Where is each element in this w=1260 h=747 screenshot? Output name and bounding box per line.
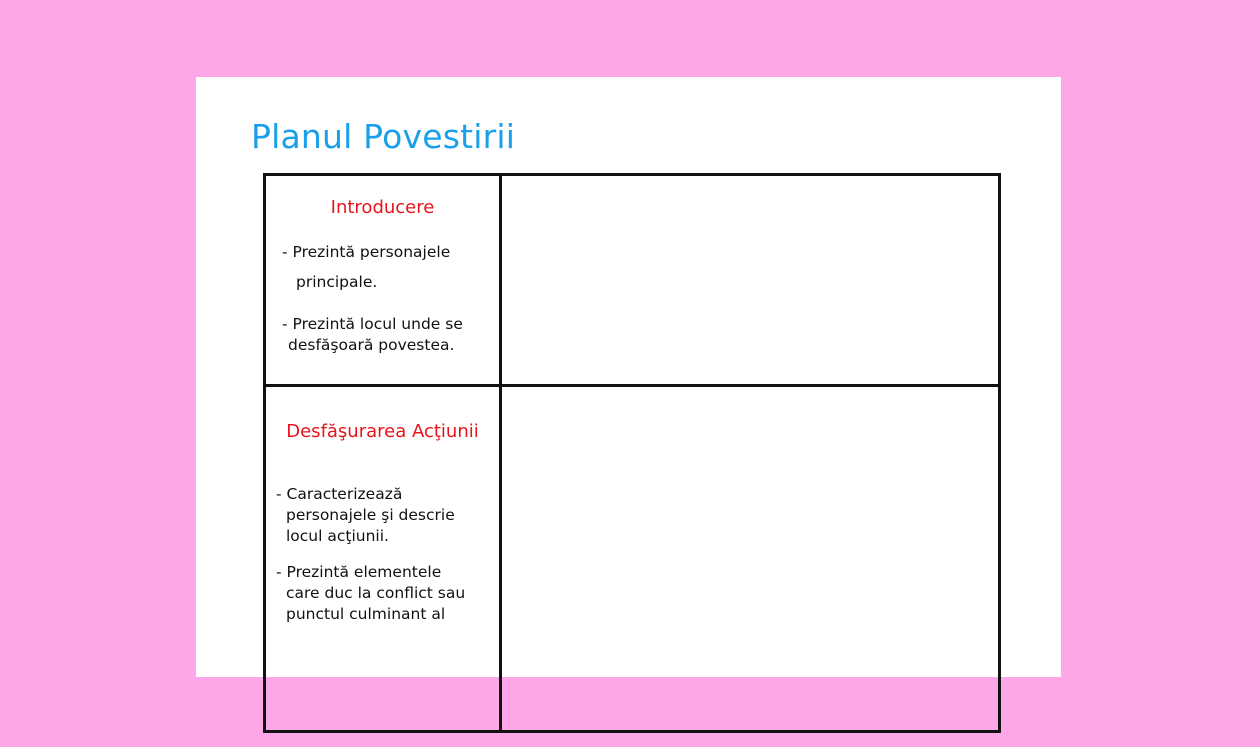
- bullet-text: principale.: [296, 273, 378, 291]
- bullet-text: desfăşoară povestea.: [288, 336, 455, 354]
- introduction-label-cell: [266, 176, 499, 384]
- rising-action-label-cell: [266, 387, 499, 747]
- bullet-text: personajele şi descrie: [286, 506, 455, 524]
- bullet-text: - Prezintă elementele: [276, 563, 442, 581]
- bullet-text: locul acţiunii.: [286, 527, 389, 545]
- bullet-text: care duc la conflict sau: [286, 584, 466, 602]
- bullet-text: - Caracterizează: [276, 485, 403, 503]
- bullet-text: - Prezintă locul unde se: [282, 315, 463, 333]
- bullet-text: punctul culminant al: [286, 605, 446, 623]
- rising-action-writing-cell[interactable]: [502, 387, 998, 747]
- section-heading-rising-action: Desfăşurarea Acţiunii: [286, 421, 479, 442]
- section-heading-introduction: Introducere: [330, 197, 435, 218]
- introduction-writing-cell[interactable]: [502, 176, 998, 384]
- worksheet-page: [196, 77, 1061, 677]
- page-title: Planul Povestirii: [251, 117, 516, 156]
- story-plan-table: [263, 173, 1001, 733]
- bullet-text: - Prezintă personajele: [282, 243, 451, 261]
